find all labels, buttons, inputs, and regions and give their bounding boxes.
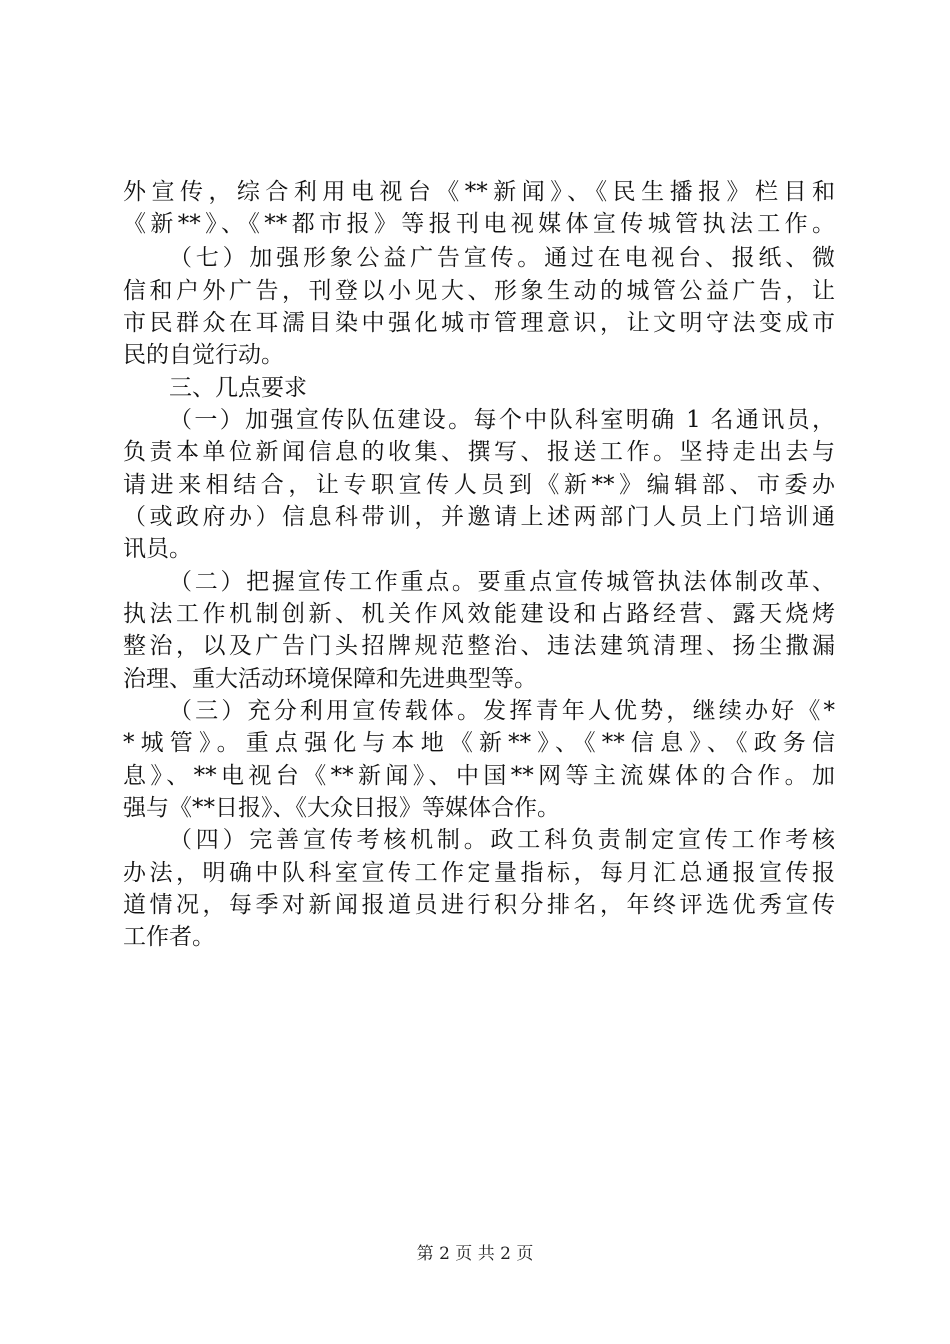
paragraph-heading-line: （三）充分利用宣传载体。发挥青年人优势，继续办好《* xyxy=(169,698,835,724)
body-text-line: *城管》。重点强化与本地《新**》、《**信息》、《政务信 xyxy=(123,730,835,756)
body-text-line: 办法，明确中队科室宣传工作定量指标，每月汇总通报宣传报 xyxy=(123,860,835,886)
body-text-line: 《新**》、《**都市报》等报刊电视媒体宣传城管执法工作。 xyxy=(123,211,835,237)
body-text-line: 执法工作机制创新、机关作风效能建设和占路经营、露天烧烤 xyxy=(123,601,835,627)
body-text-line: 息》、**电视台《**新闻》、中国**网等主流媒体的合作。加 xyxy=(123,763,835,789)
body-text-line: 整治，以及广告门头招牌规范整治、违法建筑清理、扬尘撒漏 xyxy=(123,633,835,659)
paragraph-heading-line: （二）把握宣传工作重点。要重点宣传城管执法体制改革、 xyxy=(169,569,835,595)
paragraph-heading-line: （七）加强形象公益广告宣传。通过在电视台、报纸、微 xyxy=(169,245,835,271)
page-number-footer: 第 2 页 共 2 页 xyxy=(416,1244,534,1264)
section-heading: 三、几点要求 xyxy=(169,375,307,401)
paragraph-heading-line: （一）加强宣传队伍建设。每个中队科室明确 1 名通讯员， xyxy=(169,407,835,433)
body-text-line: 市民群众在耳濡目染中强化城市管理意识，让文明守法变成市 xyxy=(123,310,835,336)
body-text-line: 请进来相结合，让专职宣传人员到《新**》编辑部、市委办 xyxy=(123,472,835,498)
body-text-line: 负责本单位新闻信息的收集、撰写、报送工作。坚持走出去与 xyxy=(123,439,835,465)
body-text-line: （或政府办）信息科带训，并邀请上述两部门人员上门培训通 xyxy=(123,504,835,530)
body-text-line: 工作者。 xyxy=(123,924,215,950)
body-text-line: 民的自觉行动。 xyxy=(123,342,284,368)
body-text-line: 信和户外广告，刊登以小见大、形象生动的城管公益广告，让 xyxy=(123,278,835,304)
body-text-line: 讯员。 xyxy=(123,536,192,562)
body-text-line: 强与《**日报》、《大众日报》等媒体合作。 xyxy=(123,795,560,821)
paragraph-heading-line: （四）完善宣传考核机制。政工科负责制定宣传工作考核 xyxy=(169,827,835,853)
body-text-line: 外宣传，综合利用电视台《**新闻》、《民生播报》栏目和 xyxy=(123,179,835,205)
body-text-line: 治理、重大活动环境保障和先进典型等。 xyxy=(123,666,537,692)
body-text-line: 道情况，每季对新闻报道员进行积分排名，年终评选优秀宣传 xyxy=(123,892,835,918)
